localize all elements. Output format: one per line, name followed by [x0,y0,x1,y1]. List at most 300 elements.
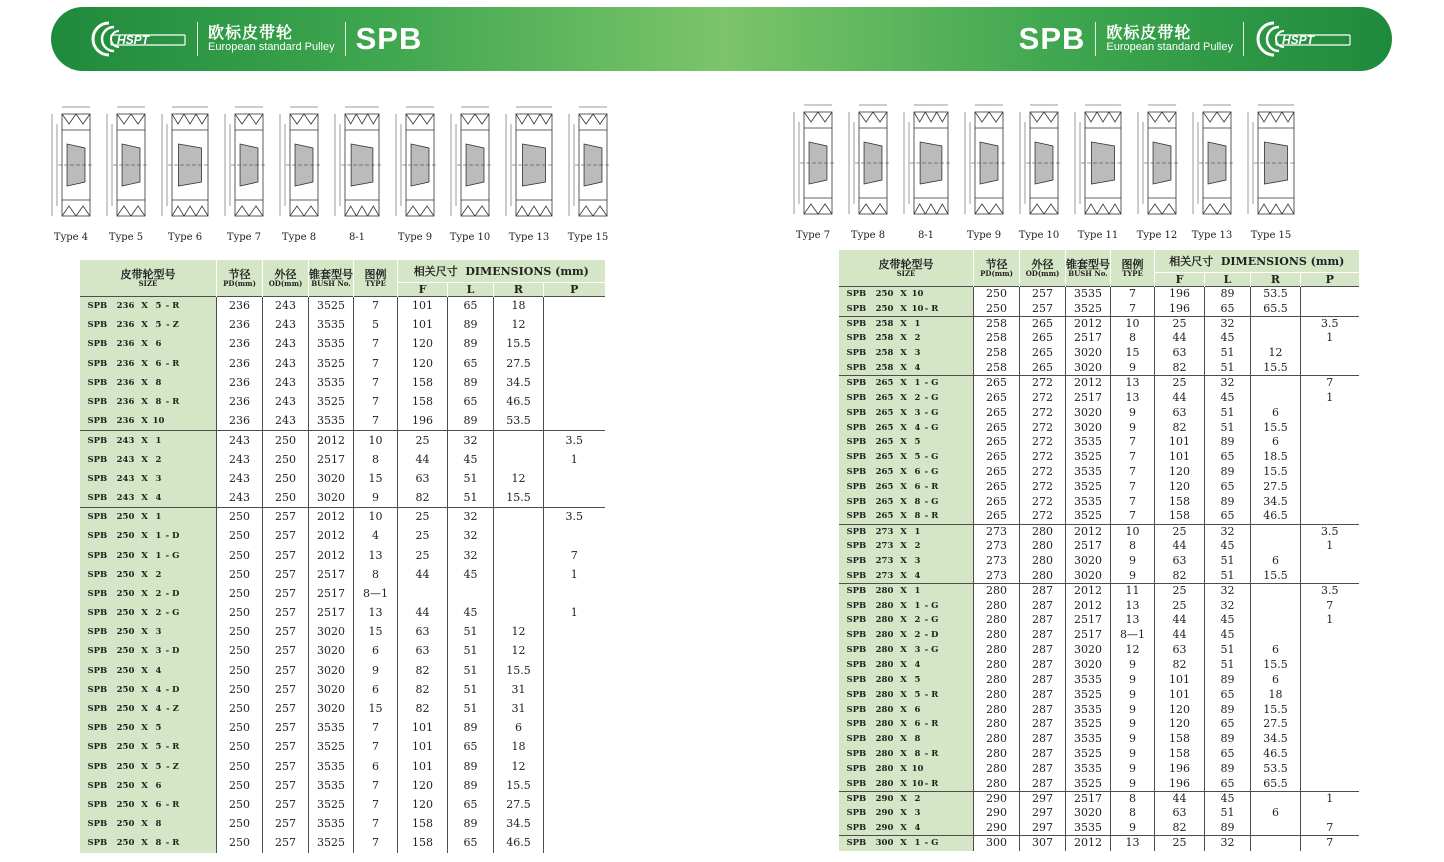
r-cell [1251,331,1301,346]
size-pd: 250 [116,608,135,619]
p-cell [544,354,605,373]
bush-cell: 3525 [1066,747,1111,762]
size-grooves: 3 [914,348,921,359]
p-cell: 1 [1301,613,1359,628]
r-header: R [1251,273,1301,287]
pulley-diagram [565,100,611,243]
od-cell: 257 [263,815,309,834]
type-cell: 7 [354,719,398,738]
size-variant: - G [924,600,939,611]
size-series: SPB [87,665,108,676]
pd-cell: 250 [974,287,1020,302]
pd-cell: 290 [974,821,1020,836]
r-cell: 15.5 [1251,361,1301,376]
size-series: SPB [87,646,108,657]
table-row [80,354,605,373]
size-cell [839,301,974,316]
banner-title-block [208,24,335,54]
l-cell: 89 [1205,702,1251,717]
size-series: SPB [846,318,867,329]
r-cell [1251,791,1301,806]
pd-cell: 273 [974,539,1020,554]
bush-cell: 3535 [309,719,354,738]
size-grooves: 1 [155,435,162,446]
table-row [839,524,1359,539]
r-cell: 18 [494,738,544,757]
size-pd: 290 [875,823,894,834]
f-cell: 158 [1155,732,1205,747]
r-cell: 46.5 [494,392,544,411]
l-cell: 65 [1205,687,1251,702]
f-cell: 120 [398,335,448,354]
od-cell: 287 [1020,672,1066,687]
type-cell: 9 [1111,405,1155,420]
od-cell: 287 [1020,613,1066,628]
f-cell: 25 [1155,598,1205,613]
pd-cell: 265 [974,494,1020,509]
l-cell: 89 [448,719,494,738]
r-cell: 34.5 [494,815,544,834]
pulley-drawing-icon [331,100,383,230]
type-cell: 8 [354,565,398,584]
p-cell [1301,687,1359,702]
table-row [80,450,605,469]
size-x: X [141,799,148,810]
type-cell: 7 [1111,301,1155,316]
od-cell: 257 [263,699,309,718]
size-variant: - G [924,392,939,403]
pd-cell: 250 [217,527,263,546]
table-row [839,776,1359,791]
size-x: X [900,808,907,819]
pd-cell: 250 [217,738,263,757]
type-label: 8-1 [348,232,366,243]
size-pd: 265 [875,422,894,433]
size-x: X [900,481,907,492]
f-cell: 158 [1155,747,1205,762]
banner-divider [345,22,346,56]
p-cell [544,623,605,642]
size-pd: 280 [875,660,894,671]
type-cell: 8 [1111,539,1155,554]
size-x: X [900,467,907,478]
l-cell: 89 [448,757,494,776]
od-cell: 287 [1020,702,1066,717]
p-cell [544,392,605,411]
size-grooves: 1 [914,586,921,597]
table-row [839,687,1359,702]
p-cell [1301,658,1359,673]
table-row [80,488,605,507]
l-cell: 51 [448,680,494,699]
bush-cell: 3525 [309,738,354,757]
f-cell: 25 [398,546,448,565]
od-cell: 272 [1020,420,1066,435]
p-cell [1301,301,1359,316]
p-cell [1301,643,1359,658]
size-series: SPB [846,481,867,492]
pd-cell: 265 [974,450,1020,465]
size-cell [839,717,974,732]
size-x: X [900,570,907,581]
r-cell: 34.5 [1251,494,1301,509]
type-cell: 9 [1111,658,1155,673]
p-cell [1301,672,1359,687]
r-cell: 15.5 [494,488,544,507]
size-grooves: 6 [155,339,162,350]
f-cell: 101 [1155,672,1205,687]
od-cell: 257 [263,565,309,584]
size-cell [839,465,974,480]
l-cell: 65 [1205,479,1251,494]
size-grooves: 8 [914,749,921,760]
size-grooves: 3 [155,646,162,657]
size-variant: - Z [166,761,179,772]
size-x: X [900,526,907,537]
table-row [80,508,605,527]
bush-cell: 3535 [1066,287,1111,302]
bush-cell: 3525 [309,392,354,411]
size-pd: 243 [116,492,135,503]
bush-cell: 2517 [1066,539,1111,554]
table-row [80,373,605,392]
r-cell [1251,524,1301,539]
size-cell [80,584,217,603]
size-cell [839,435,974,450]
size-x: X [141,761,148,772]
f-cell: 158 [1155,494,1205,509]
pulley-drawing-icon [961,98,1007,228]
size-series: SPB [87,512,108,523]
f-cell: 25 [1155,583,1205,598]
size-pd: 250 [116,723,135,734]
od-cell: 287 [1020,717,1066,732]
size-x: X [141,569,148,580]
p-cell [544,661,605,680]
type-cell: 10 [1111,524,1155,539]
l-cell: 51 [1205,420,1251,435]
pd-header: 节径 PD(mm) [217,260,263,297]
pd-cell: 273 [974,569,1020,584]
size-grooves: 8 [914,511,921,522]
type-cell: 11 [1111,583,1155,598]
bush-cell: 3535 [309,776,354,795]
bush-cell: 3535 [309,815,354,834]
pd-cell: 280 [974,762,1020,777]
bush-cell: 3535 [309,335,354,354]
pd-cell: 250 [217,834,263,853]
size-pd: 273 [875,526,894,537]
pd-cell: 243 [217,469,263,488]
size-cell [80,680,217,699]
table-row [839,613,1359,628]
l-cell: 89 [1205,494,1251,509]
l-cell: 45 [1205,613,1251,628]
size-pd: 280 [875,719,894,730]
size-grooves: 5 [155,742,162,753]
table-row [80,546,605,565]
type-cell: 7 [1111,465,1155,480]
p-cell: 7 [1301,821,1359,836]
p-cell [544,680,605,699]
type-cell: 13 [1111,376,1155,391]
size-series: SPB [87,569,108,580]
od-cell: 265 [1020,316,1066,331]
od-cell: 287 [1020,628,1066,643]
bush-cell: 3525 [309,354,354,373]
p-cell [544,795,605,814]
pulley-drawing-icon [1016,98,1062,228]
od-cell: 257 [263,834,309,853]
type-cell: 9 [354,661,398,680]
od-cell: 280 [1020,539,1066,554]
size-variant: - R [924,689,939,700]
od-cell: 243 [263,316,309,335]
size-grooves: 8 [914,496,921,507]
pd-cell: 265 [974,509,1020,524]
r-cell: 15.5 [1251,420,1301,435]
l-cell: 45 [448,604,494,623]
od-cell: 257 [1020,287,1066,302]
od-cell: 250 [263,469,309,488]
p-cell [544,815,605,834]
size-cell [839,791,974,806]
size-x: X [900,749,907,760]
od-cell: 280 [1020,554,1066,569]
od-cell: 272 [1020,376,1066,391]
size-cell [80,373,217,392]
size-variant: - D [924,630,939,641]
pd-cell: 280 [974,598,1020,613]
pulley-drawing-icon [790,98,836,228]
l-cell: 45 [1205,539,1251,554]
size-pd: 280 [875,630,894,641]
size-pd: 280 [875,734,894,745]
f-cell: 25 [398,527,448,546]
f-cell: 44 [398,450,448,469]
l-cell: 65 [448,738,494,757]
type-cell: 15 [354,699,398,718]
r-cell: 12 [494,642,544,661]
size-series: SPB [846,289,867,300]
od-cell: 257 [263,719,309,738]
p-cell [544,335,605,354]
od-cell: 257 [263,795,309,814]
size-variant: - R [165,301,180,312]
type-label: Type 10 [449,232,491,243]
size-series: SPB [846,734,867,745]
pd-cell: 273 [974,524,1020,539]
f-cell: 25 [398,508,448,527]
l-cell: 89 [1205,465,1251,480]
size-grooves: 1 [155,550,162,561]
size-series: SPB [87,301,108,312]
size-series: SPB [87,454,108,465]
f-cell: 196 [398,412,448,431]
size-variant: - R [924,719,939,730]
pd-cell: 243 [217,488,263,507]
size-cell [839,287,974,302]
r-cell: 18 [1251,687,1301,702]
bush-cell: 3525 [1066,301,1111,316]
table-row [839,583,1359,598]
pulley-diagram [790,98,836,241]
l-cell [448,584,494,603]
type-cell: 7 [354,776,398,795]
size-grooves: 2 [155,569,162,580]
od-cell: 287 [1020,598,1066,613]
r-cell: 6 [1251,435,1301,450]
r-cell: 15.5 [1251,702,1301,717]
size-x: X [900,333,907,344]
size-series: SPB [87,819,108,830]
od-cell: 287 [1020,687,1066,702]
pd-cell: 250 [217,719,263,738]
type-header: 图例 TYPE [354,260,398,297]
pulley-drawing-icon [392,100,438,230]
p-cell [1301,435,1359,450]
size-series: SPB [846,823,867,834]
r-cell [494,527,544,546]
type-cell: 9 [1111,702,1155,717]
pulley-diagram [961,98,1007,241]
table-row [839,643,1359,658]
f-cell: 101 [398,738,448,757]
bush-cell: 3535 [1066,732,1111,747]
od-header: 外径 OD(mm) [1020,250,1066,287]
type-label: Type 7 [226,232,262,243]
bush-cell: 3535 [309,373,354,392]
size-pd: 250 [116,799,135,810]
size-grooves: 4 [914,570,921,581]
bush-cell: 3535 [309,757,354,776]
size-cell [839,316,974,331]
size-pd: 280 [875,645,894,656]
size-x: X [141,819,148,830]
l-header: L [448,283,494,297]
f-cell: 44 [1155,613,1205,628]
size-pd: 273 [875,570,894,581]
size-x: X [141,454,148,465]
size-x: X [141,301,148,312]
size-x: X [141,665,148,676]
table-row [80,757,605,776]
bush-cell: 3535 [1066,762,1111,777]
svg-text:HSPT: HSPT [1282,33,1315,47]
l-cell: 45 [448,450,494,469]
pd-cell: 280 [974,687,1020,702]
size-variant: - R [924,303,939,314]
p-cell [544,834,605,853]
size-grooves: 1 [155,531,162,542]
bush-header: 锥套型号 BUSH No. [309,260,354,297]
size-grooves: 4 [155,684,162,695]
l-cell: 51 [448,661,494,680]
pd-cell: 280 [974,702,1020,717]
size-cell [80,392,217,411]
od-cell: 257 [263,546,309,565]
f-cell: 158 [398,815,448,834]
size-pd: 280 [875,615,894,626]
size-cell [80,508,217,527]
p-cell: 1 [1301,390,1359,405]
hspt-logo [89,19,187,59]
p-cell [1301,732,1359,747]
pd-cell: 265 [974,376,1020,391]
size-series: SPB [846,630,867,641]
bush-cell: 3020 [309,488,354,507]
p-cell [544,719,605,738]
l-cell: 65 [448,834,494,853]
bush-cell: 3020 [309,699,354,718]
l-cell: 51 [1205,361,1251,376]
size-x: X [141,377,148,388]
size-x: X [900,660,907,671]
type-cell: 9 [1111,717,1155,732]
bush-cell: 2012 [1066,598,1111,613]
p-cell: 7 [1301,836,1359,851]
r-cell: 15.5 [1251,569,1301,584]
size-variant: - R [165,397,180,408]
od-cell: 257 [263,604,309,623]
table-row [839,509,1359,524]
l-cell: 45 [1205,791,1251,806]
l-cell: 51 [1205,405,1251,420]
size-cell [80,354,217,373]
size-series: SPB [846,778,867,789]
f-cell: 63 [1155,405,1205,420]
size-pd: 280 [875,763,894,774]
table-row [839,479,1359,494]
size-grooves: 5 [914,674,921,685]
size-header: 皮带轮型号 SIZE [839,250,974,287]
size-pd: 243 [116,473,135,484]
size-cell [839,554,974,569]
type-cell: 8 [1111,806,1155,821]
p-cell: 7 [544,546,605,565]
f-header: F [398,283,448,297]
r-cell [1251,316,1301,331]
f-cell: 44 [398,565,448,584]
size-grooves: 6 [914,481,921,492]
type-label: Type 12 [1136,230,1178,241]
size-x: X [141,339,148,350]
type-label: Type 13 [1191,230,1233,241]
type-cell: 15 [354,623,398,642]
size-x: X [900,407,907,418]
size-pd: 236 [116,339,135,350]
bush-cell: 3525 [1066,479,1111,494]
p-header: P [544,283,605,297]
size-series: SPB [87,550,108,561]
f-cell: 44 [398,604,448,623]
table-row [80,680,605,699]
p-cell [1301,747,1359,762]
l-cell: 89 [448,815,494,834]
size-cell [80,604,217,623]
size-pd: 250 [116,780,135,791]
p-cell [1301,465,1359,480]
p-cell [544,412,605,431]
size-series: SPB [87,608,108,619]
size-cell [80,795,217,814]
size-pd: 250 [116,684,135,695]
size-pd: 250 [116,761,135,772]
f-cell: 82 [398,488,448,507]
pulley-drawing-icon [276,100,322,230]
pd-cell: 280 [974,628,1020,643]
f-cell: 196 [1155,287,1205,302]
